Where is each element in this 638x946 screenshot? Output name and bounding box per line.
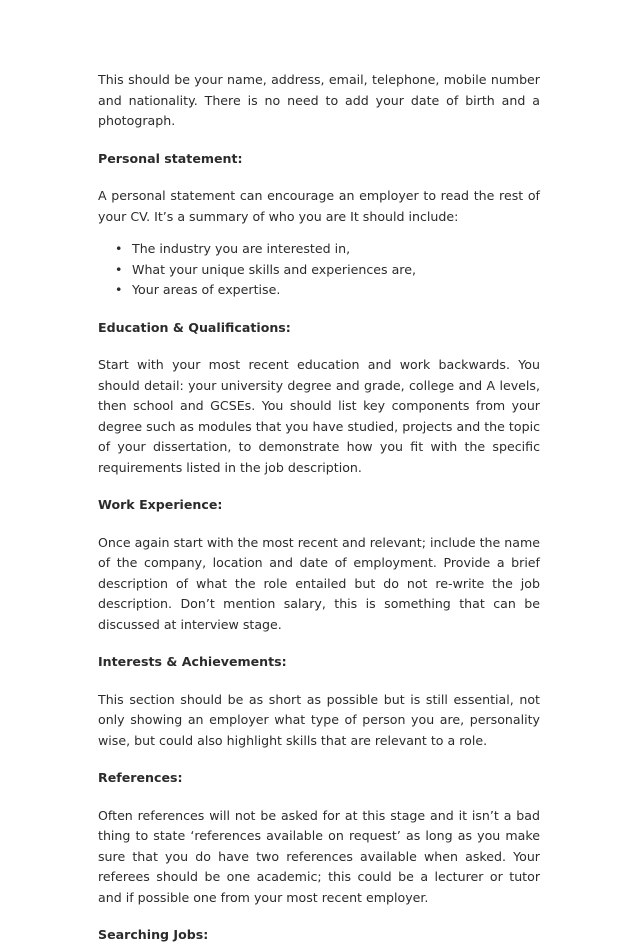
- intro-paragraph: This should be your name, address, email, telephone, mobile number and nationality. There is no need to add your date of birth and a photograph.: [98, 72, 540, 128]
- bullet-icon: •: [115, 241, 123, 256]
- work-experience-paragraph: Once again start with the most recent and relevant; include the name of the company, location and date of employment. Provide a brief description of what the role entailed but do not re-write the job description. Don’t mention salary, this is something that can be discussed at interview stage.: [98, 534, 540, 632]
- education-heading: Education & Qualifications:: [98, 319, 291, 335]
- list-item: • Your areas of expertise.: [132, 280, 540, 301]
- work-experience-heading: Work Experience:: [98, 497, 223, 512]
- list-item: • What your unique skills and experiences are,: [132, 260, 540, 281]
- personal-statement-paragraph: A personal statement can encourage an employer to read the rest of your CV. It’s a summary of who you are It should include:: [98, 188, 540, 224]
- list-item: • The industry you are interested in,: [132, 239, 540, 260]
- document-page: [98, 70, 540, 946]
- references-paragraph: Often references will not be asked for at this stage and it isn’t a bad thing to state ‘references available on request’ as long as you make sure that you do have two references available when asked. Your referees should be one academic; this could be a lecturer or tutor and if possible one from your most recent employer.: [98, 807, 540, 905]
- education-paragraph: Start with your most recent education and work backwards. You should detail: your university degree and grade, college and A levels, then school and GCSEs. You should list key components from your degree such as modules that you have studied, projects and the topic of your dissertation, to demonstrate how you fit with the specific requirements listed in the job description.: [98, 357, 540, 475]
- personal-statement-list: [98, 239, 540, 301]
- personal-statement-heading: Personal statement:: [98, 150, 243, 166]
- interests-paragraph: This section should be as short as possible but is still essential, not only showing an employer what type of person you are, personality wise, but could also highlight skills that are relevant to a role.: [98, 691, 540, 748]
- references-heading: References:: [98, 770, 183, 785]
- bullet-icon: •: [115, 282, 123, 297]
- searching-jobs-heading: Searching Jobs:: [98, 927, 209, 942]
- interests-heading: Interests & Achievements:: [98, 654, 287, 669]
- bullet-icon: •: [115, 261, 123, 277]
